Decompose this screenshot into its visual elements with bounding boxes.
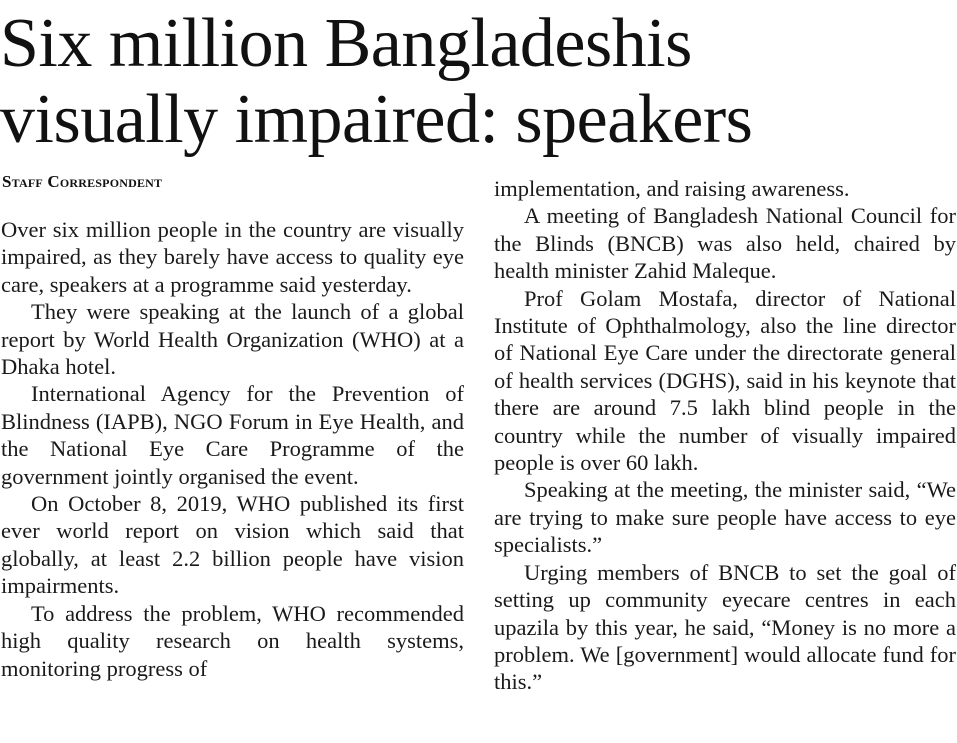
article-column-right — [494, 175, 956, 696]
paragraph: Prof Golam Mostafa, director of National Institute of Ophthalmology, also the line director of National Eye Care under the directorate general of health services (DGHS), said in his keynote that there are around 7.5 lakh blind people in the country while the number of visually impaired people is over 60 lakh. — [494, 285, 956, 476]
paragraph: Over six million people in the country are visually impaired, as they barely have access to quality eye care, speakers at a programme said yesterday. — [1, 217, 464, 297]
headline-line-2: visually impaired: speakers — [0, 81, 753, 158]
paragraph: International Agency for the Prevention of Blindness (IAPB), NGO Forum in Eye Health, and the National Eye Care Programme of the government jointly organised the event. — [1, 381, 464, 489]
paragraph: A meeting of Bangladesh National Council for the Blinds (BNCB) was also held, chaired by health minister Zahid Maleque. — [494, 203, 956, 284]
paragraph: Urging members of BNCB to set the goal of setting up community eyecare centres in each upazila by this year, he said, “Money is no more a problem. We [government] would allocate fund for this.” — [494, 559, 956, 695]
article-column-left — [1, 216, 464, 682]
paragraph: To address the problem, WHO recommended high quality research on health systems, monitoring progress of — [1, 600, 464, 681]
paragraph: Speaking at the meeting, the minister said, “We are trying to make sure people have access to eye specialists.” — [494, 477, 956, 558]
headline-line-1: Six million Bangladeshis — [0, 5, 692, 82]
paragraph: On October 8, 2019, WHO published its first ever world report on vision which said that globally, at least 2.2 billion people have vision impairments. — [1, 491, 464, 599]
paragraph: They were speaking at the launch of a global report by World Health Organization (WHO) at a Dhaka hotel. — [1, 299, 464, 380]
article-headline — [0, 6, 957, 158]
paragraph-continued: implementation, and raising awareness. — [494, 176, 850, 201]
byline: Staff Correspondent — [2, 172, 163, 191]
